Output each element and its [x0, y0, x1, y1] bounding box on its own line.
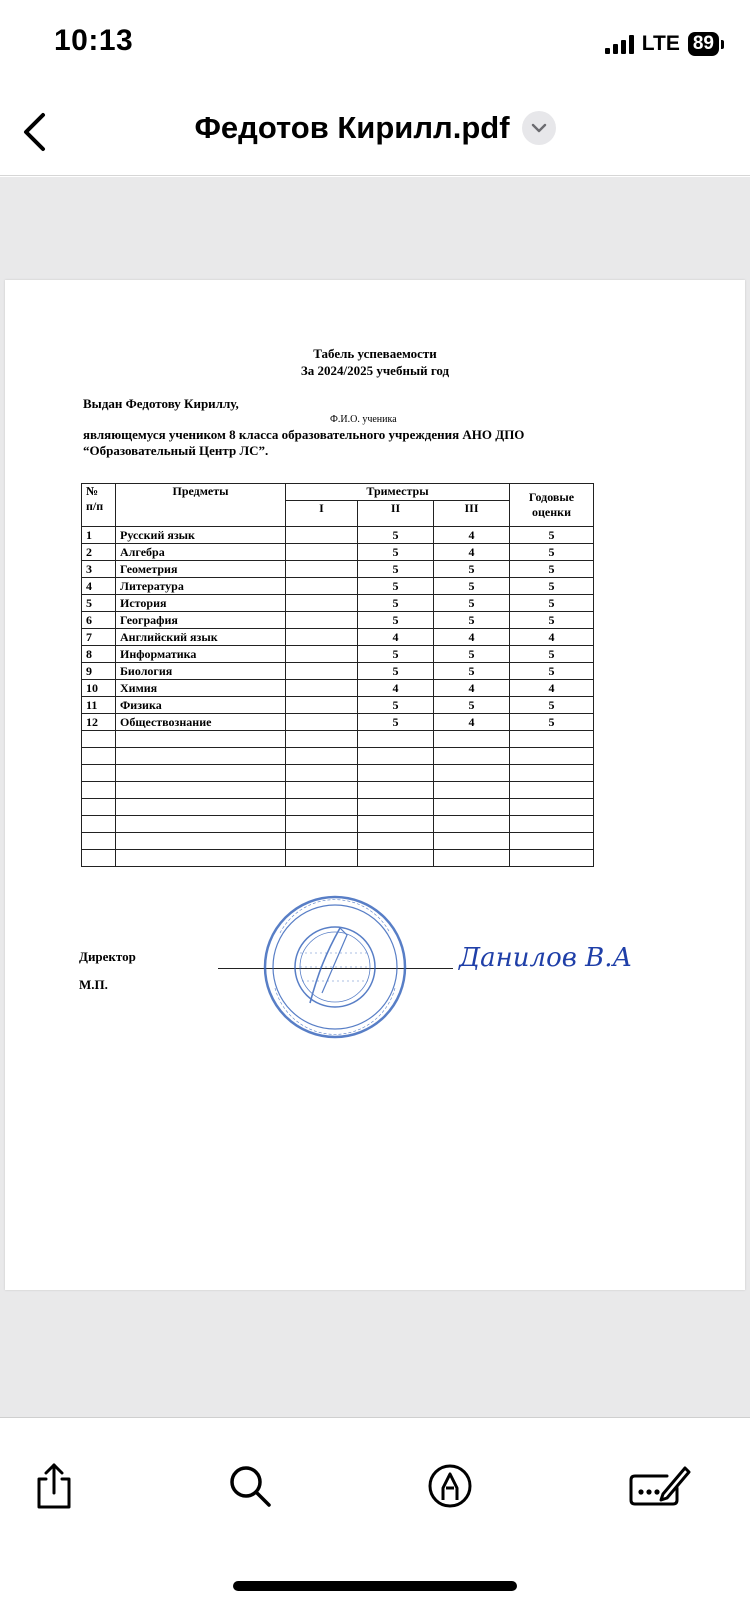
header-t1: I — [286, 501, 358, 527]
cell-t3: 5 — [434, 663, 510, 680]
cell-t2: 5 — [358, 714, 434, 731]
cell-num: 12 — [82, 714, 116, 731]
status-indicators — [605, 32, 724, 56]
chevron-down-icon — [531, 123, 547, 133]
cell-subject: Геометрия — [116, 561, 286, 578]
student-line: являющемуся учеником 8 класса образовательного учреждения АНО ДПО — [83, 427, 525, 442]
cell-subject: География — [116, 612, 286, 629]
cell-subject: Информатика — [116, 646, 286, 663]
cell-t1 — [286, 612, 358, 629]
cell-annual: 4 — [510, 680, 594, 697]
bottom-toolbar — [0, 1417, 750, 1624]
cell-num: 1 — [82, 527, 116, 544]
table-row — [82, 544, 594, 561]
cell-t2: 5 — [358, 527, 434, 544]
grades-table — [81, 483, 594, 867]
cell-num: 3 — [82, 561, 116, 578]
nav-header — [0, 92, 750, 176]
cell-t2: 5 — [358, 646, 434, 663]
cell-num: 2 — [82, 544, 116, 561]
cell-t2: 5 — [358, 697, 434, 714]
table-row — [82, 714, 594, 731]
cell-t1 — [286, 731, 358, 748]
cell-num: 7 — [82, 629, 116, 646]
cell-annual — [510, 731, 594, 748]
search-icon — [227, 1463, 273, 1509]
cell-t1 — [286, 765, 358, 782]
cell-subject: Обществознание — [116, 714, 286, 731]
director-signature — [455, 940, 655, 974]
table-row — [82, 646, 594, 663]
table-row — [82, 850, 594, 867]
home-indicator[interactable] — [233, 1581, 517, 1591]
cell-t3 — [434, 765, 510, 782]
cell-t1 — [286, 816, 358, 833]
cell-num — [82, 765, 116, 782]
search-button[interactable] — [220, 1456, 280, 1516]
cell-annual: 5 — [510, 578, 594, 595]
cell-num: 10 — [82, 680, 116, 697]
share-icon — [32, 1461, 76, 1511]
cell-t2 — [358, 850, 434, 867]
cell-t1 — [286, 527, 358, 544]
cell-t3: 4 — [434, 680, 510, 697]
cell-subject: Физика — [116, 697, 286, 714]
director-label: Директор — [79, 949, 136, 964]
cell-t2: 5 — [358, 663, 434, 680]
table-row — [82, 595, 594, 612]
cell-t2: 5 — [358, 561, 434, 578]
fill-sign-icon — [627, 1462, 693, 1510]
battery-icon — [688, 32, 724, 56]
cell-t2 — [358, 833, 434, 850]
markup-button[interactable] — [420, 1456, 480, 1516]
cell-t1 — [286, 850, 358, 867]
header-t2: II — [358, 501, 434, 527]
cell-t3: 4 — [434, 527, 510, 544]
school-seal — [260, 893, 410, 1041]
cell-annual: 5 — [510, 612, 594, 629]
cell-t3: 5 — [434, 561, 510, 578]
cell-t3: 5 — [434, 578, 510, 595]
cell-num — [82, 731, 116, 748]
cell-subject — [116, 782, 286, 799]
cell-annual — [510, 799, 594, 816]
table-row — [82, 782, 594, 799]
cell-annual: 5 — [510, 714, 594, 731]
cell-t3 — [434, 782, 510, 799]
table-row — [82, 527, 594, 544]
cell-t2: 4 — [358, 629, 434, 646]
cell-num — [82, 850, 116, 867]
cell-num — [82, 748, 116, 765]
cell-t2 — [358, 782, 434, 799]
table-row — [82, 799, 594, 816]
cell-annual — [510, 816, 594, 833]
table-row — [82, 697, 594, 714]
cell-t2 — [358, 816, 434, 833]
cell-num: 5 — [82, 595, 116, 612]
cell-annual — [510, 765, 594, 782]
cell-t3: 4 — [434, 629, 510, 646]
name-caption: Ф.И.О. ученика — [330, 414, 397, 425]
cell-t1 — [286, 833, 358, 850]
cell-subject: Английский язык — [116, 629, 286, 646]
title-area — [0, 110, 750, 146]
cell-annual — [510, 782, 594, 799]
cell-num: 9 — [82, 663, 116, 680]
cell-annual: 5 — [510, 697, 594, 714]
cell-annual: 5 — [510, 527, 594, 544]
header-subject: Предметы — [116, 484, 286, 527]
fill-sign-button[interactable] — [624, 1456, 696, 1516]
page-title: Федотов Кирилл.pdf — [194, 110, 510, 145]
cell-subject — [116, 816, 286, 833]
cell-t1 — [286, 578, 358, 595]
table-row — [82, 663, 594, 680]
header-t3: III — [434, 501, 510, 527]
table-row — [82, 629, 594, 646]
cell-t3: 5 — [434, 697, 510, 714]
cell-t2 — [358, 765, 434, 782]
document-subtitle: За 2024/2025 учебный год — [300, 363, 450, 378]
cell-t2 — [358, 799, 434, 816]
cell-t3 — [434, 816, 510, 833]
cell-subject — [116, 850, 286, 867]
table-row — [82, 680, 594, 697]
cell-t2: 5 — [358, 544, 434, 561]
cell-annual — [510, 850, 594, 867]
cell-t3 — [434, 833, 510, 850]
table-row — [82, 765, 594, 782]
issued-to: Выдан Федотову Кириллу, — [83, 396, 239, 411]
table-row — [82, 612, 594, 629]
cell-annual — [510, 748, 594, 765]
cell-t3: 5 — [434, 646, 510, 663]
header-annual: Годовые оценки — [510, 484, 594, 527]
cell-subject: Биология — [116, 663, 286, 680]
cell-t1 — [286, 544, 358, 561]
cell-t2 — [358, 731, 434, 748]
status-time: 10:13 — [54, 24, 134, 57]
cell-annual: 5 — [510, 544, 594, 561]
cell-t3 — [434, 731, 510, 748]
cell-t2 — [358, 748, 434, 765]
cell-t2: 5 — [358, 595, 434, 612]
pdf-viewer[interactable] — [0, 177, 750, 1417]
cell-t1 — [286, 697, 358, 714]
cell-num — [82, 782, 116, 799]
cell-subject — [116, 765, 286, 782]
cell-subject — [116, 799, 286, 816]
cell-t1 — [286, 748, 358, 765]
cell-num: 4 — [82, 578, 116, 595]
document-title: Табель успеваемости — [313, 346, 437, 361]
cell-annual: 5 — [510, 561, 594, 578]
cell-t1 — [286, 629, 358, 646]
header-num: № п/п — [82, 484, 116, 527]
cell-t1 — [286, 799, 358, 816]
cell-t3: 5 — [434, 595, 510, 612]
network-type: LTE — [641, 32, 680, 55]
table-row — [82, 816, 594, 833]
cell-num — [82, 833, 116, 850]
cell-t3 — [434, 799, 510, 816]
cell-subject — [116, 731, 286, 748]
school-line: “Образовательный Центр ЛС”. — [83, 443, 269, 458]
table-row — [82, 731, 594, 748]
cell-annual: 5 — [510, 646, 594, 663]
cell-subject: Русский язык — [116, 527, 286, 544]
table-row — [82, 748, 594, 765]
cell-t2: 5 — [358, 612, 434, 629]
cell-subject — [116, 833, 286, 850]
cell-t3 — [434, 850, 510, 867]
cell-annual — [510, 833, 594, 850]
markup-pen-icon — [426, 1462, 474, 1510]
cell-t1 — [286, 782, 358, 799]
cell-t1 — [286, 561, 358, 578]
cell-num: 6 — [82, 612, 116, 629]
cell-t3: 5 — [434, 612, 510, 629]
table-row — [82, 833, 594, 850]
cell-subject: Химия — [116, 680, 286, 697]
cell-annual: 4 — [510, 629, 594, 646]
cell-t1 — [286, 680, 358, 697]
battery-level: 89 — [688, 32, 719, 56]
cell-num — [82, 816, 116, 833]
cell-annual: 5 — [510, 595, 594, 612]
pdf-page — [5, 280, 745, 1290]
cellular-signal-icon — [605, 34, 634, 54]
cell-subject: История — [116, 595, 286, 612]
cell-t3 — [434, 748, 510, 765]
share-button[interactable] — [24, 1456, 84, 1516]
table-row — [82, 561, 594, 578]
header-trimesters: Триместры — [286, 484, 510, 501]
cell-t1 — [286, 714, 358, 731]
title-menu-button[interactable] — [522, 111, 556, 145]
cell-t1 — [286, 646, 358, 663]
cell-subject: Литература — [116, 578, 286, 595]
cell-num — [82, 799, 116, 816]
cell-subject — [116, 748, 286, 765]
table-row — [82, 578, 594, 595]
cell-t2: 5 — [358, 578, 434, 595]
cell-t3: 4 — [434, 544, 510, 561]
cell-t3: 4 — [434, 714, 510, 731]
signature-text: Данилов В.А — [459, 943, 633, 973]
cell-subject: Алгебра — [116, 544, 286, 561]
cell-num: 8 — [82, 646, 116, 663]
cell-t1 — [286, 663, 358, 680]
cell-annual: 5 — [510, 663, 594, 680]
cell-t1 — [286, 595, 358, 612]
cell-num: 11 — [82, 697, 116, 714]
seal-label: М.П. — [79, 977, 108, 992]
status-bar — [0, 0, 750, 92]
cell-t2: 4 — [358, 680, 434, 697]
